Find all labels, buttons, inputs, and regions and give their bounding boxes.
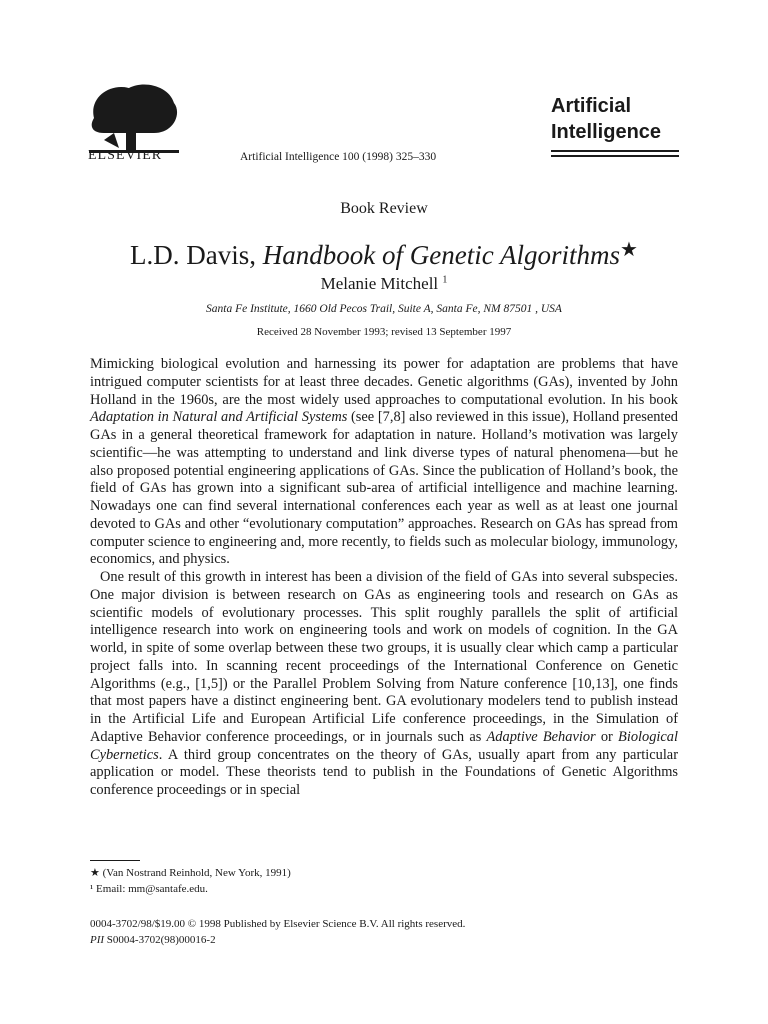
section-label: Book Review	[340, 200, 428, 217]
publication-info	[90, 916, 465, 948]
paragraph-1	[90, 356, 678, 569]
copyright-line: 0004-3702/98/$19.00 © 1998 Published by Elsevier Science B.V. All rights reserved.	[90, 918, 466, 930]
paragraph-italic-text: Biological Cybernetics	[90, 728, 678, 763]
author-affiliation: Santa Fe Institute, 1660 Old Pecos Trail, Suite A, Santa Fe, NM 87501 , USA	[206, 303, 562, 315]
journal-rule	[551, 155, 679, 157]
article-author	[0, 274, 768, 294]
footnotes	[90, 865, 291, 897]
author-footnote-mark: 1	[442, 274, 448, 286]
article-title	[0, 237, 768, 271]
paragraph-text: or	[595, 728, 619, 745]
title-book-name: Handbook of Genetic Algorithms	[262, 240, 620, 270]
pii-value: S0004-3702(98)00016-2	[104, 934, 216, 946]
pii-line	[90, 932, 465, 948]
paragraph-text: . A third group concentrates on the theory of GAs, usually apart from any particular application or model. These theorists tend to publish in the Foundations of Genetic Algorithms conference proceedings or in special	[90, 746, 678, 798]
paragraph-text: (see [7,8] also reviewed in this issue), Holland presented GAs in a general theoretical framework for adaptation in nature. Holland’s motivation was largely scientific—he was attempting to understand and link diverse types of natural phenomena—but he also proposed potential engineering applications of GAs. Since the publication of Holland’s book, the field of GAs has grown into a significant sub-area of artificial intelligence and machine learning. Nowadays one can find several international conferences each year as well as at least one journal devoted to GAs and other “evolutionary computation” approaches. Research on GAs has spread from computer science to engineering and, more recently, to fields such as molecular biology, immunology, economics, and physics.	[90, 409, 678, 568]
pii-label: PII	[90, 934, 105, 946]
received-dates: Received 28 November 1993; revised 13 September 1997	[256, 326, 512, 338]
author-name: Melanie Mitchell	[320, 274, 439, 293]
article-body	[90, 356, 678, 800]
footnote-1: ¹ Email: mm@santafe.edu.	[90, 883, 208, 895]
journal-name-line2: Intelligence	[551, 121, 662, 143]
paragraph-text: Mimicking biological evolution and harnessing its power for adaptation are problems that have intrigued computer scientists for at least three decades. Genetic algorithms (GAs), invented by John Holland in the 1960s, are the most widely used approaches to computational evolution. In his book	[90, 356, 678, 408]
title-author-part: L.D. Davis,	[130, 240, 263, 270]
journal-citation: Artificial Intelligence 100 (1998) 325–330	[240, 151, 437, 163]
journal-name-line1: Artificial	[551, 95, 632, 117]
elsevier-tree-logo	[84, 78, 184, 158]
footnote-rule	[90, 860, 140, 861]
footnote-star: ★ (Van Nostrand Reinhold, New York, 1991)	[90, 867, 291, 879]
page-header	[0, 0, 768, 170]
journal-rule	[551, 150, 679, 152]
publisher-name: ELSEVIER	[88, 148, 163, 163]
journal-name	[551, 93, 661, 145]
paragraph-2	[90, 569, 678, 800]
title-star-mark: ★	[620, 239, 638, 261]
paragraph-italic-text: Adaptation in Natural and Artificial Systems	[90, 409, 348, 426]
paragraph-text: One result of this growth in interest has been a division of the field of GAs into several subspecies. One major division is between research on GAs as engineering tools and research on GAs as scientific models of evolutionary processes. This split roughly parallels the split of artificial intelligence research into work on engineering tools and work on models of cognition. In the GA world, in spite of some overlap between these two groups, it is usually clear which camp a particular project falls into. In scanning recent proceedings of the International Conference on Genetic Algorithms (e.g., [1,5]) or the Parallel Problem Solving from Nature conference [10,13], one finds that most papers have a distinct engineering bent. GA evolutionary modelers tend to publish instead in the Artificial Life and European Artificial Life conference proceedings, in the Simulation of Adaptive Behavior conference proceedings, or in journals such as	[90, 569, 678, 745]
paragraph-italic-text: Adaptive Behavior	[486, 728, 596, 745]
